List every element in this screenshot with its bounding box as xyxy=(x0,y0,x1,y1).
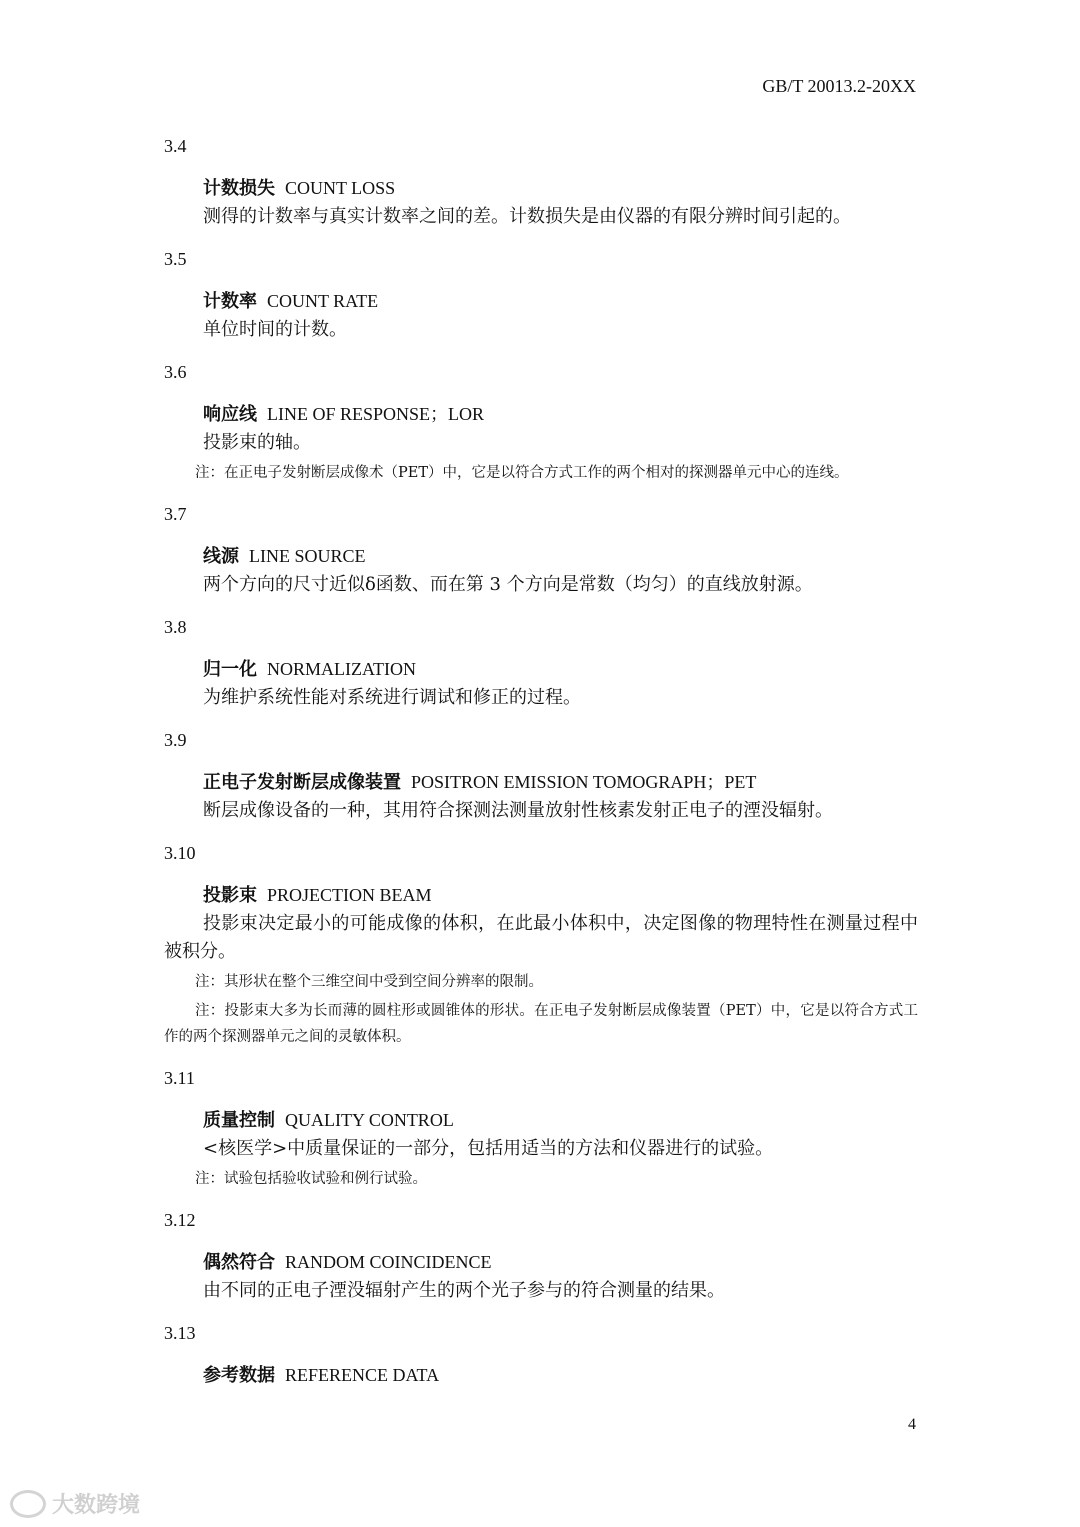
term-english: COUNT LOSS xyxy=(285,178,396,198)
term-english: LINE OF RESPONSE；LOR xyxy=(267,404,485,424)
clause-number: 3.11 xyxy=(164,1068,195,1088)
term-english: REFERENCE DATA xyxy=(285,1365,440,1385)
term-note: 注：其形状在整个三维空间中受到空间分辨率的限制。 xyxy=(195,974,543,990)
term-definition: 单位时间的计数。 xyxy=(203,319,347,340)
term-heading xyxy=(164,174,918,203)
term-heading xyxy=(164,1361,918,1390)
clause-number: 3.4 xyxy=(164,136,187,156)
clause-number: 3.8 xyxy=(164,617,187,637)
term-chinese: 投影束 xyxy=(203,885,257,906)
terms-section xyxy=(164,132,918,1404)
standard-code: GB/T 20013.2-20XX xyxy=(762,76,916,96)
term-chinese: 计数率 xyxy=(203,291,257,312)
term-note: 注：试验包括验收试验和例行试验。 xyxy=(195,1171,427,1187)
term-entry-3-12 xyxy=(164,1206,918,1305)
term-chinese: 响应线 xyxy=(203,404,257,425)
term-entry-3-8 xyxy=(164,613,918,712)
term-definition: 测得的计数率与真实计数率之间的差。计数损失是由仪器的有限分辨时间引起的。 xyxy=(203,206,851,227)
clause-number: 3.12 xyxy=(164,1210,196,1230)
term-note-2: 注：投影束大多为长而薄的圆柱形或圆锥体的形状。在正电子发射断层成像装置（PET）中，它是以符合方式工作的两个探测器单元之间的灵敏体积。 xyxy=(164,1003,918,1045)
term-entry-3-6 xyxy=(164,358,918,486)
watermark-logo-icon xyxy=(10,1490,46,1518)
term-english: RANDOM COINCIDENCE xyxy=(285,1252,492,1272)
term-chinese: 归一化 xyxy=(203,659,257,680)
term-entry-3-7 xyxy=(164,500,918,599)
term-chinese: 线源 xyxy=(203,546,239,567)
clause-number: 3.9 xyxy=(164,730,187,750)
clause-number: 3.10 xyxy=(164,843,196,863)
term-definition: 为维护系统性能对系统进行调试和修正的过程。 xyxy=(203,687,581,708)
term-definition: 投影束决定最小的可能成像的体积，在此最小体积中，决定图像的物理特性在测量过程中被积分。 xyxy=(164,913,918,962)
term-heading xyxy=(164,1106,918,1135)
term-heading xyxy=(164,1248,918,1277)
term-heading xyxy=(164,400,918,429)
term-chinese: 正电子发射断层成像装置 xyxy=(203,772,401,793)
term-definition: 两个方向的尺寸近似δ函数、而在第 3 个方向是常数（均匀）的直线放射源。 xyxy=(203,574,813,595)
term-heading xyxy=(164,287,918,316)
term-definition: <核医学>中质量保证的一部分，包括用适当的方法和仪器进行的试验。 xyxy=(203,1138,774,1159)
term-heading xyxy=(164,881,918,910)
term-heading xyxy=(164,655,918,684)
page-number: 4 xyxy=(908,1416,916,1433)
term-english: POSITRON EMISSION TOMOGRAPH；PET xyxy=(411,772,757,792)
term-entry-3-5 xyxy=(164,245,918,344)
term-entry-3-11 xyxy=(164,1064,918,1192)
term-heading xyxy=(164,542,918,571)
watermark-text: 大数跨境 xyxy=(52,1493,141,1518)
term-entry-3-4 xyxy=(164,132,918,231)
term-entry-3-10 xyxy=(164,839,918,1050)
term-chinese: 质量控制 xyxy=(203,1110,275,1131)
term-english: PROJECTION BEAM xyxy=(267,885,432,905)
clause-number: 3.5 xyxy=(164,249,187,269)
term-english: NORMALIZATION xyxy=(267,659,416,679)
term-english: LINE SOURCE xyxy=(249,546,366,566)
clause-number: 3.13 xyxy=(164,1323,196,1343)
term-heading xyxy=(164,768,918,797)
term-note: 注：在正电子发射断层成像术（PET）中，它是以符合方式工作的两个相对的探测器单元中心的连线。 xyxy=(195,465,849,481)
term-chinese: 计数损失 xyxy=(203,178,275,199)
term-english: COUNT RATE xyxy=(267,291,379,311)
term-chinese: 偶然符合 xyxy=(203,1252,275,1273)
term-entry-3-13 xyxy=(164,1319,918,1390)
clause-number: 3.6 xyxy=(164,362,187,382)
term-definition: 由不同的正电子湮没辐射产生的两个光子参与的符合测量的结果。 xyxy=(203,1280,725,1301)
term-definition: 断层成像设备的一种，其用符合探测法测量放射性核素发射正电子的湮没辐射。 xyxy=(203,800,833,821)
term-english: QUALITY CONTROL xyxy=(285,1110,454,1130)
term-definition: 投影束的轴。 xyxy=(203,432,311,453)
term-entry-3-9 xyxy=(164,726,918,825)
clause-number: 3.7 xyxy=(164,504,187,524)
watermark xyxy=(10,1488,140,1519)
term-chinese: 参考数据 xyxy=(203,1365,275,1386)
